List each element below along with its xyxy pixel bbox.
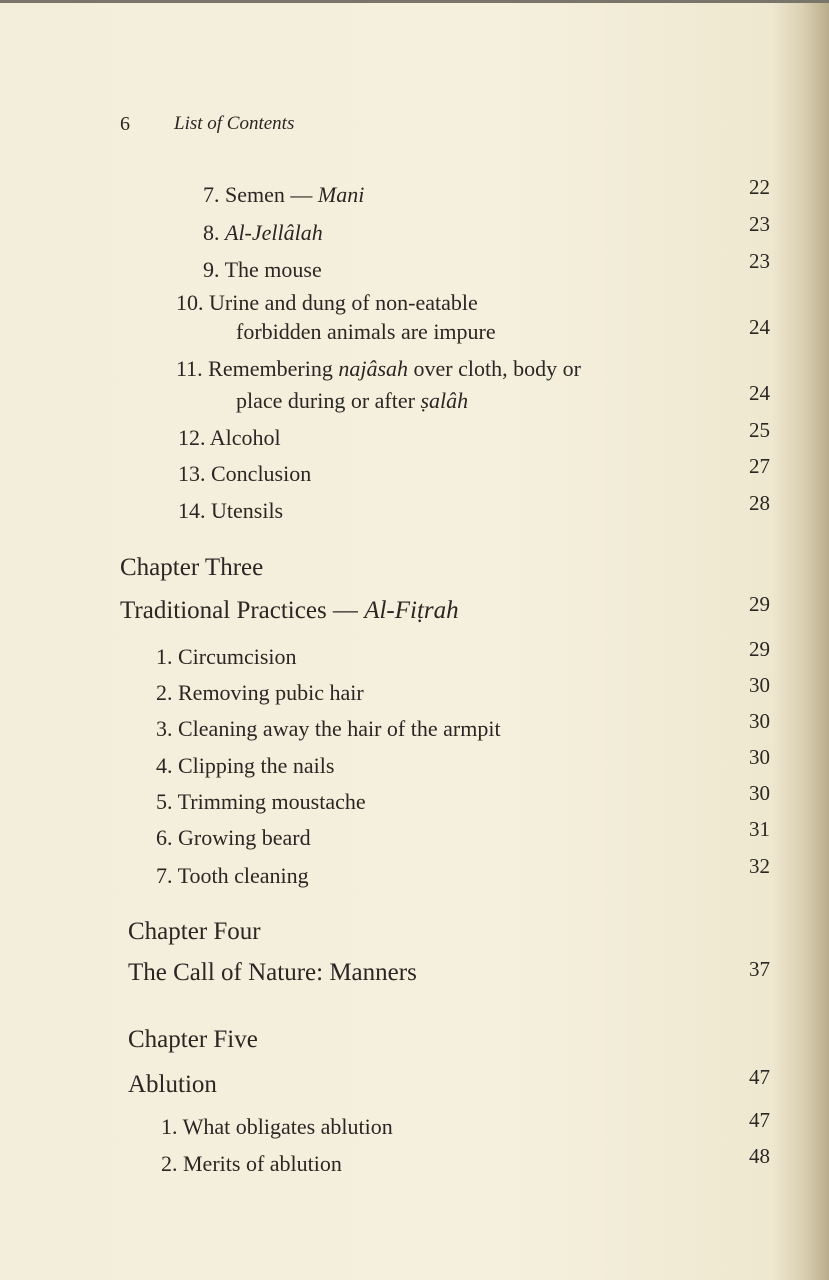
toc-entry	[156, 863, 309, 889]
entry-text: 4. Clipping the nails	[156, 753, 335, 778]
entry-text: 8.	[203, 220, 225, 245]
page-ref: 24	[749, 381, 770, 405]
page-ref: 30	[749, 781, 770, 805]
entry-text: 12. Alcohol	[178, 425, 281, 450]
entry-text: 13. Conclusion	[178, 461, 312, 486]
italic-term: ṣalâh	[420, 388, 469, 413]
page-ref: 32	[749, 854, 770, 878]
page-ref: 47	[749, 1108, 770, 1132]
toc-entry	[176, 356, 581, 382]
toc-entry	[161, 1151, 342, 1177]
toc-entry	[156, 644, 297, 670]
toc-entry	[156, 753, 334, 779]
page-ref: 30	[749, 709, 770, 733]
entry-text: 3. Cleaning away the hair of the armpit	[156, 716, 501, 741]
toc-entry	[203, 220, 323, 246]
chapter-heading	[120, 596, 459, 626]
entry-text: 7. Semen —	[203, 182, 318, 207]
entry-text: 2. Merits of ablution	[161, 1151, 342, 1176]
italic-term: Al-Jellâlah	[225, 220, 323, 245]
page-ref: 30	[749, 673, 770, 697]
italic-term: Mani	[317, 182, 365, 207]
entry-text: The Call of Nature: Manners	[128, 959, 417, 986]
toc-entry	[236, 319, 496, 345]
entry-text: Traditional Practices —	[120, 597, 365, 624]
entry-text: 7. Tooth cleaning	[156, 863, 309, 888]
page-ref: 29	[749, 637, 770, 661]
page-ref: 31	[749, 817, 770, 841]
chapter-heading	[128, 1025, 258, 1055]
entry-text: 2. Removing pubic hair	[156, 680, 364, 705]
chapter-heading	[128, 958, 417, 988]
running-title: List of Contents	[174, 113, 295, 134]
toc-entry	[156, 680, 364, 706]
italic-term: najâsah	[338, 356, 409, 381]
toc-entry	[236, 388, 468, 414]
entry-text: 10. Urine and dung of non-eatable	[176, 290, 478, 315]
entry-text: 5. Trimming moustache	[156, 789, 366, 814]
toc-entry	[156, 825, 311, 851]
page-ref: 24	[749, 315, 770, 339]
entry-text: over cloth, body or	[408, 356, 581, 381]
page-number: 6	[120, 113, 130, 135]
entry-text: 6. Growing beard	[156, 825, 311, 850]
entry-text: place during or after	[236, 388, 421, 413]
entry-text: Chapter Four	[128, 918, 261, 945]
chapter-heading	[120, 553, 263, 583]
page-ref: 23	[749, 249, 770, 273]
entry-text: 1. Circumcision	[156, 644, 297, 669]
entry-text: 1. What obligates ablution	[161, 1114, 393, 1139]
entry-text: Chapter Five	[128, 1026, 258, 1053]
page-ref: 47	[749, 1065, 770, 1089]
scan-edge	[0, 0, 829, 3]
chapter-heading	[128, 917, 261, 947]
page-ref: 27	[749, 454, 770, 478]
toc-entry	[156, 789, 366, 815]
toc-entry	[178, 461, 311, 487]
entry-text: 14. Utensils	[178, 498, 284, 523]
toc-entry	[178, 498, 283, 524]
entry-text: Ablution	[128, 1071, 217, 1098]
entry-text: 9. The mouse	[203, 257, 322, 282]
toc-entry	[176, 290, 478, 316]
page-ref: 22	[749, 175, 770, 199]
entry-text: forbidden animals are impure	[236, 319, 496, 344]
entry-text: Chapter Three	[120, 554, 264, 581]
toc-entry	[178, 425, 281, 451]
toc-entry	[203, 257, 322, 283]
toc-entry	[156, 716, 501, 742]
entry-text: 11. Remembering	[176, 356, 339, 381]
chapter-heading	[128, 1070, 217, 1100]
italic-term: Al-Fiṭrah	[364, 597, 459, 624]
page-ref: 28	[749, 491, 770, 515]
toc-entry	[203, 182, 364, 208]
page-ref: 29	[749, 592, 770, 616]
page-ref: 23	[749, 212, 770, 236]
toc-entry	[161, 1114, 393, 1140]
page-ref: 48	[749, 1144, 770, 1168]
page-ref: 25	[749, 418, 770, 442]
page-ref: 30	[749, 745, 770, 769]
page-ref: 37	[749, 957, 770, 981]
